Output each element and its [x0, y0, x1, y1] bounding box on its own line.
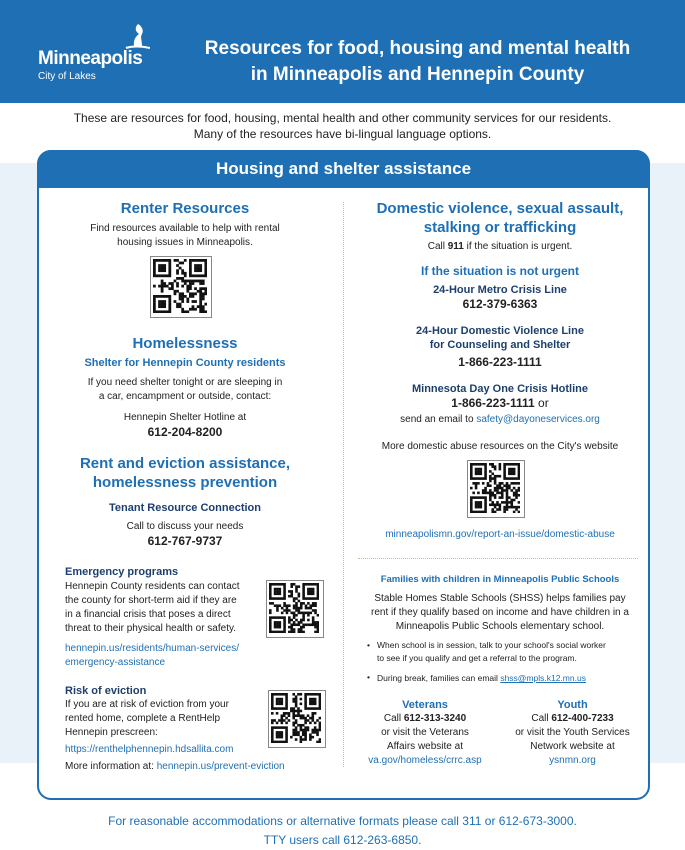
- bullet-dot-icon: •: [367, 672, 370, 682]
- call-911-number[interactable]: 911: [447, 241, 464, 252]
- eviction-qr-code[interactable]: [268, 690, 326, 748]
- intro-line-2: Many of the resources have bi-lingual language options.: [193, 127, 492, 141]
- column-divider: [343, 202, 344, 767]
- shelter-subheading: Shelter for Hennepin County residents: [84, 357, 286, 369]
- families-heading: Families with children in Minneapolis Public Schools: [380, 574, 620, 585]
- emergency-programs-text: [65, 580, 265, 636]
- shss-text: [355, 592, 645, 634]
- not-urgent-heading: If the situation is not urgent: [421, 264, 579, 278]
- homelessness-heading: Homelessness: [132, 335, 238, 352]
- bullet1-line-1: When school is in session, talk to your school's social worker: [377, 640, 606, 650]
- day-one-phone-line: [355, 396, 645, 411]
- shss-line-3: Minneapolis Public Schools elementary school.: [395, 621, 605, 632]
- veterans-line-3: Affairs website at: [387, 741, 463, 752]
- emergency-qr-code[interactable]: [266, 580, 324, 638]
- logo-subtitle: City of Lakes: [38, 71, 96, 82]
- more-domestic-abuse-text: More domestic abuse resources on the City's website: [381, 441, 619, 452]
- youth-link[interactable]: ysnmn.org: [549, 755, 596, 766]
- more-information-label: More information at:: [65, 761, 157, 772]
- section-divider: [358, 558, 638, 559]
- dv-line-phone[interactable]: 1-866-223-1111: [458, 355, 542, 369]
- youth-phone[interactable]: 612-400-7233: [551, 713, 614, 724]
- veterans-line-2: or visit the Veterans: [381, 727, 469, 738]
- day-one-email-link[interactable]: safety@dayoneservices.org: [476, 414, 600, 425]
- youth-line-2: or visit the Youth Services: [515, 727, 630, 738]
- shelter-hotline-label: Hennepin Shelter Hotline at: [123, 412, 247, 423]
- minneapolis-logo: [38, 48, 142, 82]
- day-one-or: or: [534, 396, 549, 410]
- emergency-line-4: threat to their physical health or safety.: [65, 623, 237, 634]
- dv-line-label-1: 24-Hour Domestic Violence Line: [416, 325, 584, 337]
- dv-line-label: [355, 324, 645, 352]
- rent-eviction-heading: [60, 454, 310, 492]
- youth-heading: Youth: [557, 699, 588, 711]
- tenant-resource-text: Call to discuss your needs: [126, 521, 244, 532]
- email-line: [355, 413, 645, 427]
- bullet-dot-icon: •: [367, 640, 370, 650]
- emergency-line-1: Hennepin County residents can contact: [65, 581, 240, 592]
- intro-line-1: These are resources for food, housing, mental health and other community services for our residents.: [73, 111, 612, 125]
- renter-text-line-2: housing issues in Minneapolis.: [117, 237, 253, 248]
- renter-resources-text: [60, 222, 310, 250]
- call-911-post: if the situation is urgent.: [463, 241, 573, 252]
- renter-qr-code[interactable]: [150, 256, 212, 318]
- qr-code-icon: [269, 583, 319, 633]
- bullet1-line-2: to see if you qualify and get a referral to the program.: [377, 653, 577, 663]
- bullet-during-break: [367, 671, 642, 685]
- emergency-line-3: in a financial crisis that poses a direct: [65, 609, 231, 620]
- veterans-text: [355, 712, 495, 768]
- emergency-line-2: the county for short-term aid if they are: [65, 595, 237, 606]
- eviction-line-1: If you are at risk of eviction from your: [65, 699, 229, 710]
- emergency-programs-heading: Emergency programs: [65, 566, 179, 578]
- logo-name: Minneapolis: [38, 48, 143, 69]
- veterans-phone[interactable]: 612-313-3240: [403, 713, 467, 724]
- veterans-call-pre: Call: [383, 713, 404, 724]
- eviction-line-2: rented home, complete a RentHelp: [65, 713, 221, 724]
- shss-line-2: rent if they qualify based on income and have children in a: [371, 607, 629, 618]
- tenant-resource-subheading: Tenant Resource Connection: [109, 502, 261, 514]
- youth-line-3: Network website at: [530, 741, 615, 752]
- footer-tty: TTY users call 612-263-6850.: [263, 833, 422, 847]
- emergency-link-line-1[interactable]: hennepin.us/residents/human-services/: [65, 643, 239, 654]
- veterans-link[interactable]: va.gov/homeless/crrc.asp: [368, 755, 482, 766]
- tenant-resource-phone[interactable]: 612-767-9737: [147, 534, 223, 548]
- dv-line-label-2: for Counseling and Shelter: [429, 339, 571, 351]
- rent-heading-line-1: Rent and eviction assistance,: [79, 455, 291, 472]
- shelter-text-line-2: a car, encampment or outside, contact:: [98, 391, 272, 402]
- panel-title: Housing and shelter assistance: [37, 150, 650, 188]
- intro-text: [30, 110, 655, 142]
- shelter-hotline-phone[interactable]: 612-204-8200: [147, 425, 223, 439]
- metro-crisis-label: 24-Hour Metro Crisis Line: [433, 284, 567, 296]
- qr-code-icon: [153, 259, 207, 313]
- page-title-line-2: in Minneapolis and Hennepin County: [250, 64, 585, 85]
- renter-text-line-1: Find resources available to help with rental: [90, 223, 280, 234]
- youth-text: [500, 712, 645, 768]
- domestic-abuse-link[interactable]: minneapolismn.gov/report-an-issue/domestic-abuse: [385, 529, 615, 540]
- metro-crisis-phone[interactable]: 612-379-6363: [462, 297, 538, 311]
- day-one-phone[interactable]: 1-866-223-1111: [451, 396, 535, 410]
- prevent-eviction-link[interactable]: hennepin.us/prevent-eviction: [156, 761, 285, 772]
- domestic-violence-heading: [355, 199, 645, 237]
- call-911-text: [355, 240, 645, 254]
- renthelp-link[interactable]: https://renthelphennepin.hdsallita.com: [65, 744, 234, 755]
- veterans-heading: Veterans: [402, 699, 448, 711]
- youth-call-pre: Call: [531, 713, 552, 724]
- risk-of-eviction-text: [65, 698, 265, 740]
- shelter-text-line-1: If you need shelter tonight or are sleeping in: [87, 377, 283, 388]
- footer: [0, 812, 685, 850]
- bullet2-pre: During break, families can email: [377, 673, 501, 683]
- emergency-assistance-link[interactable]: [65, 642, 285, 670]
- swan-logo-icon: [124, 22, 150, 52]
- shelter-text: [60, 376, 310, 404]
- page-title-line-1: Resources for food, housing and mental health: [204, 38, 631, 59]
- dv-heading-line-1: Domestic violence, sexual assault,: [376, 200, 624, 217]
- page-title: [165, 36, 670, 88]
- email-pre: send an email to: [400, 414, 477, 425]
- more-information-line: [65, 760, 325, 774]
- shss-line-1: Stable Homes Stable Schools (SHSS) helps families pay: [374, 593, 626, 604]
- qr-code-icon: [271, 693, 321, 743]
- renter-resources-heading: Renter Resources: [120, 200, 250, 217]
- footer-accommodations: For reasonable accommodations or alternative formats please call 311 or 612-673-3000.: [108, 814, 577, 828]
- dv-heading-line-2: stalking or trafficking: [423, 219, 577, 236]
- risk-of-eviction-heading: Risk of eviction: [65, 685, 147, 697]
- bullet-school-in-session: [367, 639, 642, 665]
- veterans-call-line: [355, 712, 495, 726]
- qr-code-icon: [470, 463, 520, 513]
- emergency-link-line-2[interactable]: emergency-assistance: [65, 657, 166, 668]
- eviction-line-3: Hennepin prescreen:: [65, 727, 158, 738]
- shss-email-link[interactable]: shss@mpls.k12.mn.us: [500, 673, 586, 683]
- youth-call-line: [500, 712, 645, 726]
- call-911-pre: Call: [427, 241, 448, 252]
- day-one-label: Minnesota Day One Crisis Hotline: [411, 383, 589, 395]
- domestic-abuse-qr-code[interactable]: [467, 460, 525, 518]
- rent-heading-line-2: homelessness prevention: [92, 474, 278, 491]
